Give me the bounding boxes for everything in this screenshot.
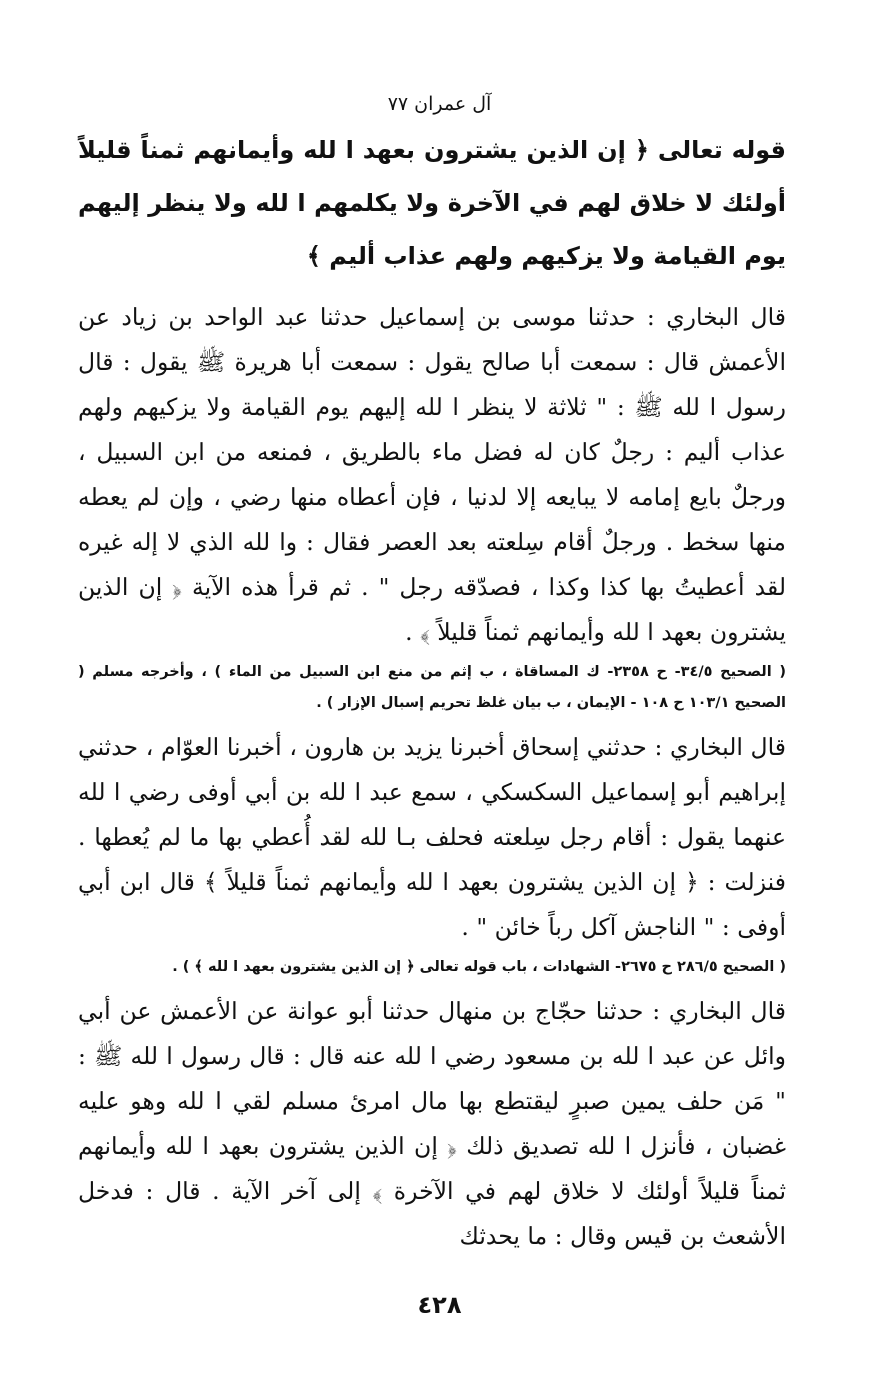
hadith-paragraph-1: قال البخاري : حدثنا موسى بن إسماعيل حدثنا عبد الواحد بن زياد عن الأعمش قال : سمعت أبا صالح يقول : سمعت أبا هريرة ﷺ يقول : قال رسول ا لله ﷺ : " ثلاثة لا ينظر ا لله إليهم يوم القيامة ولا يزكيهم ولهم عذاب أليم : رجلٌ كان له فضل ماء بالطريق ، فمنعه من ابن السبيل ، ورجلٌ بايع إمامه لا يبايعه إلا لدنيا ، فإن أعطاه منها رضي ، وإن لم يعطه منها سخط . ورجلٌ أقام سِلعته بعد العصر فقال : وا لله الذي لا إله غيره لقد أعطيتُ بها كذا وكذا ، فصدّقه رجل " . ثم قرأ هذه الآية ﴿ إن الذين يشترون بعهد ا لله وأيمانهم ثمناً قليلاً ﴾ . [78, 303, 786, 646]
page-number: ٤٢٨ [417, 1291, 462, 1319]
page-body [78, 124, 786, 1259]
hadith-paragraph-3: قال البخاري : حدثنا حجّاج بن منهال حدثنا أبو عوانة عن الأعمش عن أبي وائل عن عبد ا لله بن مسعود رضي ا لله عنه قال : قال رسول ا لله ﷺ : " مَن حلف يمين صبرٍ ليقتطع بها مال امرئ مسلم لقي ا لله وهو عليه غضبان ، فأنزل ا لله تصديق ذلك ﴿ إن الذين يشترون بعهد ا لله وأيمانهم ثمناً قليلاً أولئك لا خلاق لهم في الآخرة ﴾ إلى آخر الآية . قال : فدخل الأشعث بن قيس وقال : ما يحدثك [78, 997, 786, 1250]
running-header: آل عمران ٧٧ [387, 93, 492, 115]
quran-verse: قوله تعالى ﴿ إن الذين يشترون بعهد ا لله وأيمانهم ثمناً قليلاً أولئك لا خلاق لهم في الآخرة ولا يكلمهم ا لله ولا ينظر إليهم يوم القيامة ولا يزكيهم ولهم عذاب أليم ﴾ [78, 136, 786, 270]
reference-note-2: ( الصحيح ٢٨٦/٥ ح ٢٦٧٥- الشهادات ، باب قوله تعالى ﴿ إن الذين يشترون بعهد ا لله ﴾ ) . [172, 959, 786, 975]
hadith-paragraph-2: قال البخاري : حدثني إسحاق أخبرنا يزيد بن هارون ، أخبرنا العوّام ، حدثني إبراهيم أبو إسماعيل السكسكي ، سمع عبد ا لله بن أبي أوفى رضي ا لله عنهما يقول : أقام رجل سِلعته فحلف بـا لله لقد أُعطي بها ما لم يُعطها . فنزلت : ﴿ إن الذين يشترون بعهد ا لله وأيمانهم ثمناً قليلاً ﴾ قال ابن أبي أوفى : " الناجش آكل رباً خائن " . [78, 733, 786, 941]
reference-note-1: ( الصحيح ٣٤/٥- ح ٢٣٥٨- ك المساقاة ، ب إثم من منع ابن السبيل من الماء ) ، وأخرجه مسلم ( الصحيح ١٠٣/١ ح ١٠٨ - الإيمان ، ب بيان غلظ تحريم إسبال الإزار ) . [78, 664, 786, 711]
